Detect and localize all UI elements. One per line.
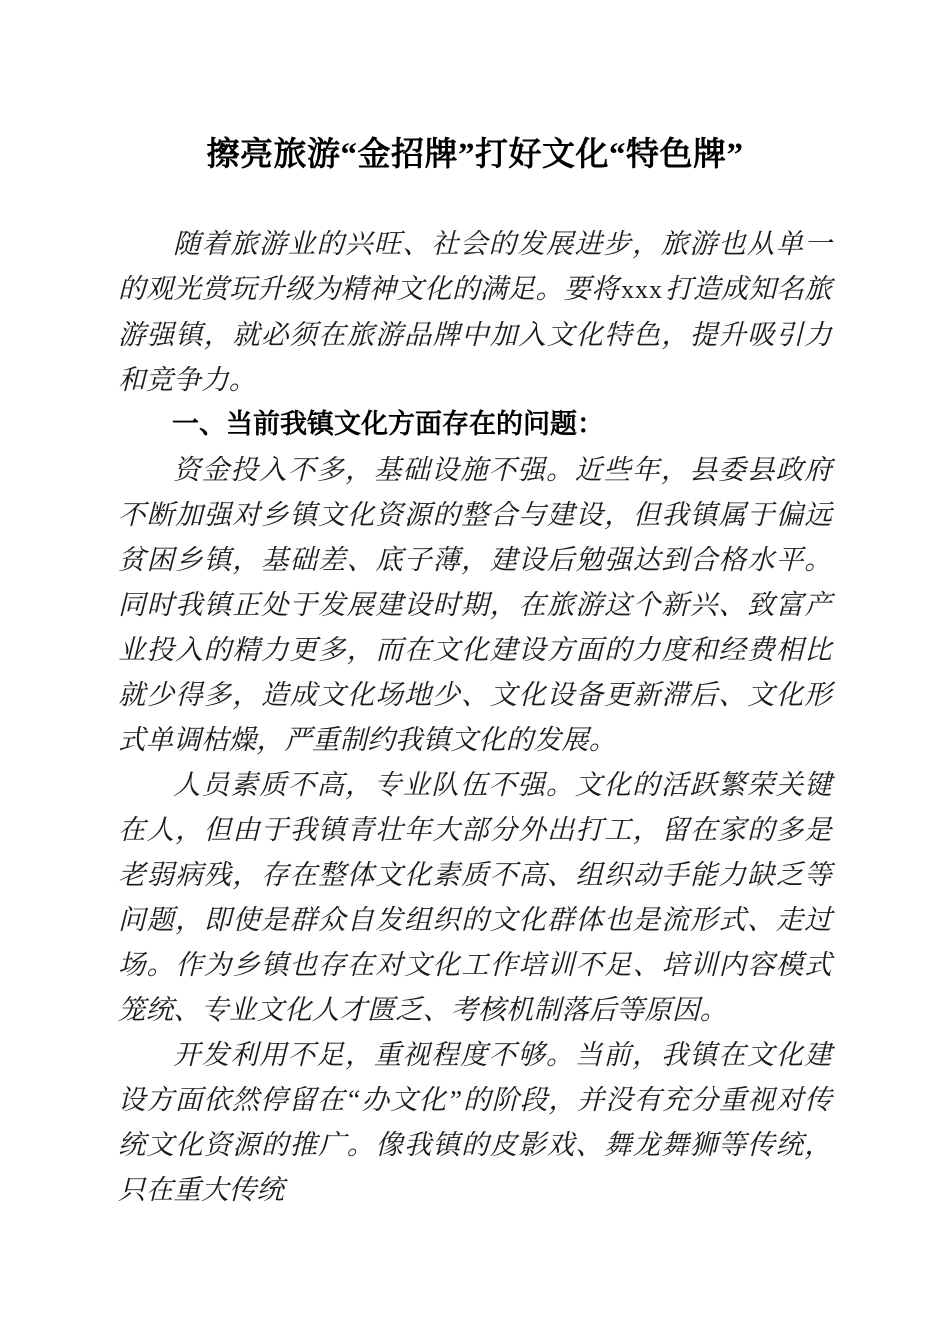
- paragraph-funding: 资金投入不多，基础设施不强。近些年，县委县政府不断加强对乡镇文化资源的整合与建设，但我镇属于偏远贫困乡镇，基础差、底子薄，建设后勉强达到合格水平。同时我镇正处于发展建设时期，在旅游这个新兴、致富产业投入的精力更多，而在文化建设方面的力度和经费相比就少得多，造成文化场地少、文化设备更新滞后、文化形式单调枯燥，严重制约我镇文化的发展。: [118, 454, 832, 755]
- section-heading-problems: 一、当前我镇文化方面存在的问题：: [172, 409, 604, 439]
- paragraph-development: 开发利用不足，重视程度不够。当前，我镇在文化建设方面依然停留在“办文化”的阶段，并没有充分重视对传统文化资源的推广。像我镇的皮影戏、舞龙舞狮等传统，只在重大传统: [118, 1039, 832, 1205]
- page-title: 擦亮旅游“金招牌”打好文化“特色牌”: [206, 137, 744, 173]
- intro-text-after: 打造成知名旅游强镇，就必须在旅游品牌中加入文化特色，提升吸引力和竞争力。: [118, 273, 832, 395]
- paragraph-personnel: 人员素质不高，专业队伍不强。文化的活跃繁荣关键在人，但由于我镇青壮年大部分外出打工，留在家的多是老弱病残，存在整体文化素质不高、组织动手能力缺乏等问题，即使是群众自发组织的文化群体也是流形式、走过场。作为乡镇也存在对文化工作培训不足、培训内容模式笼统、专业文化人才匮乏、考核机制落后等原因。: [118, 769, 832, 1025]
- paragraph-intro: [118, 221, 832, 402]
- document-content: [118, 0, 832, 1212]
- intro-text-before: 随着旅游业的兴旺、社会的发展进步，旅游也从单一的观光赏玩升级为精神文化的满足。要将: [118, 228, 832, 304]
- intro-placeholder-token: xxx: [621, 275, 663, 304]
